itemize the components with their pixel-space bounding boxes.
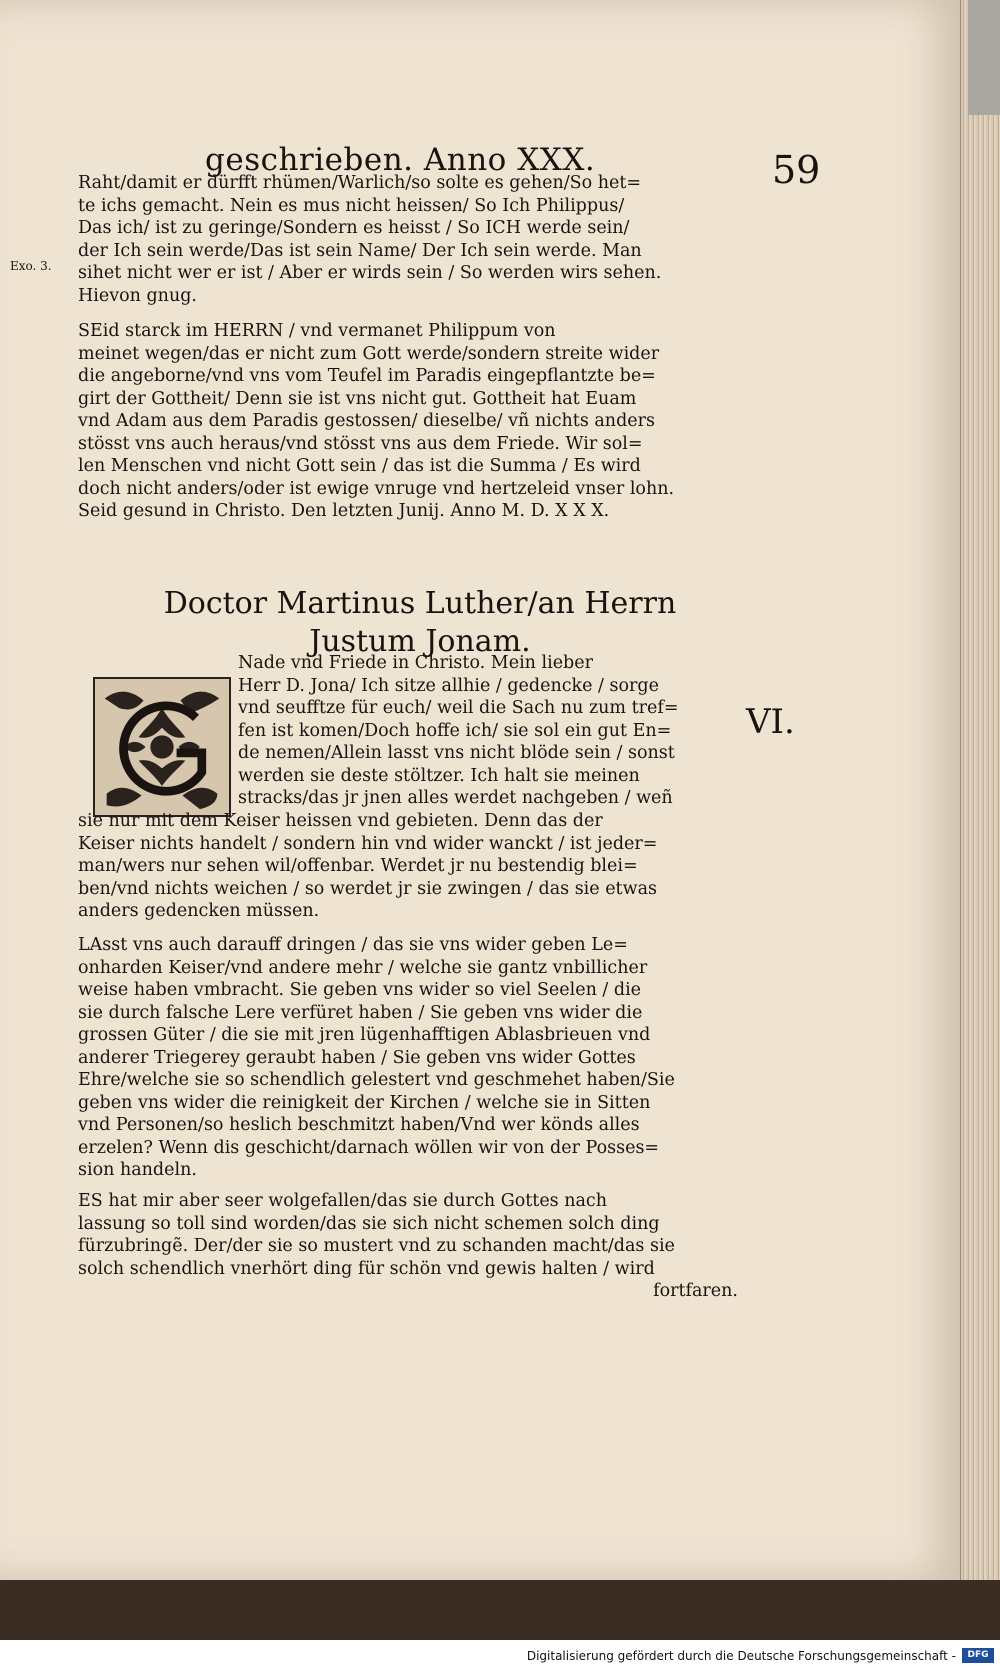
margin-note: Exo. 3. xyxy=(10,259,52,273)
text-line: solch schendlich vnerhört ding für schön vnd gewis halten / wird xyxy=(78,1258,655,1279)
text-line: lassung so toll sind worden/das sie sich nicht schemen solch ding xyxy=(78,1213,660,1234)
text-line: ES hat mir aber seer wolgefallen/das sie durch Gottes nach xyxy=(78,1191,607,1211)
text-line: girt der Gottheit/ Denn sie ist vns nicht gut. Gottheit hat Euam xyxy=(78,388,637,409)
text-line: Hievon gnug. xyxy=(78,285,197,306)
text-line: te ichs gemacht. Nein es mus nicht heissen/ So Ich Philippus/ xyxy=(78,195,625,216)
scan-background xyxy=(0,1580,1000,1640)
text-line: Keiser nichts handelt / sondern hin vnd wider wanckt / ist jeder= xyxy=(78,833,658,854)
text-line: anders gedencken müssen. xyxy=(78,901,320,921)
letter-body-initial xyxy=(238,652,738,810)
text-line: die angeborne/vnd vns vom Teufel im Paradis eingepflantzte be= xyxy=(78,366,656,386)
page-number: 59 xyxy=(772,148,821,192)
text-line: sie durch falsche Lere verfüret haben / Sie geben vns wider die xyxy=(78,1002,643,1023)
text-line: SEid starck im HERRN / vnd vermanet Philippum von xyxy=(78,321,556,341)
color-calibration-tab xyxy=(968,0,1000,115)
letter-heading xyxy=(140,585,700,661)
text-line: weise haben vmbracht. Sie geben vns wider so viel Seelen / die xyxy=(78,980,642,1000)
text-line: Seid gesund in Christo. Den letzten Junij. Anno M. D. X X X. xyxy=(78,501,610,521)
text-line: doch nicht anders/oder ist ewige vnruge vnd hertzeleid vnser lohn. xyxy=(78,478,675,499)
footer-bar xyxy=(0,1640,1000,1672)
letter-paragraph-closing xyxy=(78,1190,738,1303)
text-line: ben/vnd nichts weichen / so werdet jr sie zwingen / das sie etwas xyxy=(78,878,657,899)
running-head: geschrieben. Anno XXX. xyxy=(205,142,596,178)
text-line: LAsst vns auch darauff dringen / das sie vns wider geben Le= xyxy=(78,935,628,955)
text-line: vnd Adam aus dem Paradis gestossen/ dieselbe/ vñ nichts anders xyxy=(78,411,655,431)
letter-paragraph-demands xyxy=(78,934,738,1182)
text-line: meinet wegen/das er nicht zum Gott werde/sondern streite wider xyxy=(78,343,660,364)
text-line: vnd seufftze für euch/ weil die Sach nu zum tref= xyxy=(238,698,679,718)
text-line: len Menschen vnd nicht Gott sein / das ist die Summa / Es wird xyxy=(78,456,641,476)
decorated-initial-g xyxy=(93,677,231,817)
text-line: geben vns wider die reinigkeit der Kirchen / welche sie in Sitten xyxy=(78,1092,651,1113)
text-line: sihet nicht wer er ist / Aber er wirds sein / So werden wirs sehen. xyxy=(78,263,662,283)
letter-body xyxy=(78,810,738,923)
text-line: der Ich sein werde/Das ist sein Name/ Der Ich sein werde. Man xyxy=(78,240,642,261)
text-line: grossen Güter / die sie mit jren lügenhafftigen Ablasbrieuen vnd xyxy=(78,1025,651,1045)
text-line: fen ist komen/Doch hoffe ich/ sie sol ein gut En= xyxy=(238,720,672,741)
text-line: de nemen/Allein lasst vns nicht blöde sein / sonst xyxy=(238,743,675,763)
text-line: stösst vns auch heraus/vnd stösst vns aus dem Friede. Wir sol= xyxy=(78,433,643,454)
text-line: vnd Personen/so heslich beschmitzt haben/Vnd wer könds alles xyxy=(78,1115,640,1135)
letter-continuation xyxy=(78,172,738,307)
page-edge-stack xyxy=(960,0,1000,1580)
text-line: Raht/damit er dürfft rhümen/Warlich/so solte es gehen/So het= xyxy=(78,173,642,193)
woodcut-initial-icon xyxy=(95,679,229,815)
heading-line-1: Doctor Martinus Luther/an Herrn xyxy=(163,586,677,621)
funding-credit: Digitalisierung gefördert durch die Deutsche Forschungsgemeinschaft - xyxy=(526,1649,956,1663)
text-line: stracks/das jr jnen alles werdet nachgeben / weñ xyxy=(238,788,673,808)
dfg-logo: DFG xyxy=(962,1648,994,1663)
text-line: onharden Keiser/vnd andere mehr / welche sie gantz vnbillicher xyxy=(78,957,648,978)
text-line: Ehre/welche sie so schendlich gelestert vnd geschmehet haben/Sie xyxy=(78,1070,675,1090)
letter-closing-paragraph xyxy=(78,320,738,523)
text-line: man/wers nur sehen wil/offenbar. Werdet jr nu bestendig blei= xyxy=(78,856,638,876)
text-line: sie nur mit dem Keiser heissen vnd gebieten. Denn das der xyxy=(78,811,603,831)
text-line: Das ich/ ist zu geringe/Sondern es heisst / So ICH werde sein/ xyxy=(78,218,630,238)
text-line: werden sie deste stöltzer. Ich halt sie meinen xyxy=(238,765,640,786)
heading-line-2: Justum Jonam. xyxy=(309,624,531,659)
section-numeral: VI. xyxy=(746,702,795,742)
text-line: sion handeln. xyxy=(78,1160,197,1180)
catchword: fortfaren. xyxy=(653,1281,738,1301)
text-line: fürzubringẽ. Der/der sie so mustert vnd zu schanden macht/das sie xyxy=(78,1236,675,1256)
text-line: anderer Triegerey geraubt haben / Sie geben vns wider Gottes xyxy=(78,1047,636,1068)
text-line: erzelen? Wenn dis geschicht/darnach wöllen wir von der Posses= xyxy=(78,1137,660,1158)
text-line: Herr D. Jona/ Ich sitze allhie / gedencke / sorge xyxy=(238,675,659,696)
text-line: Nade vnd Friede in Christo. Mein lieber xyxy=(238,653,593,673)
